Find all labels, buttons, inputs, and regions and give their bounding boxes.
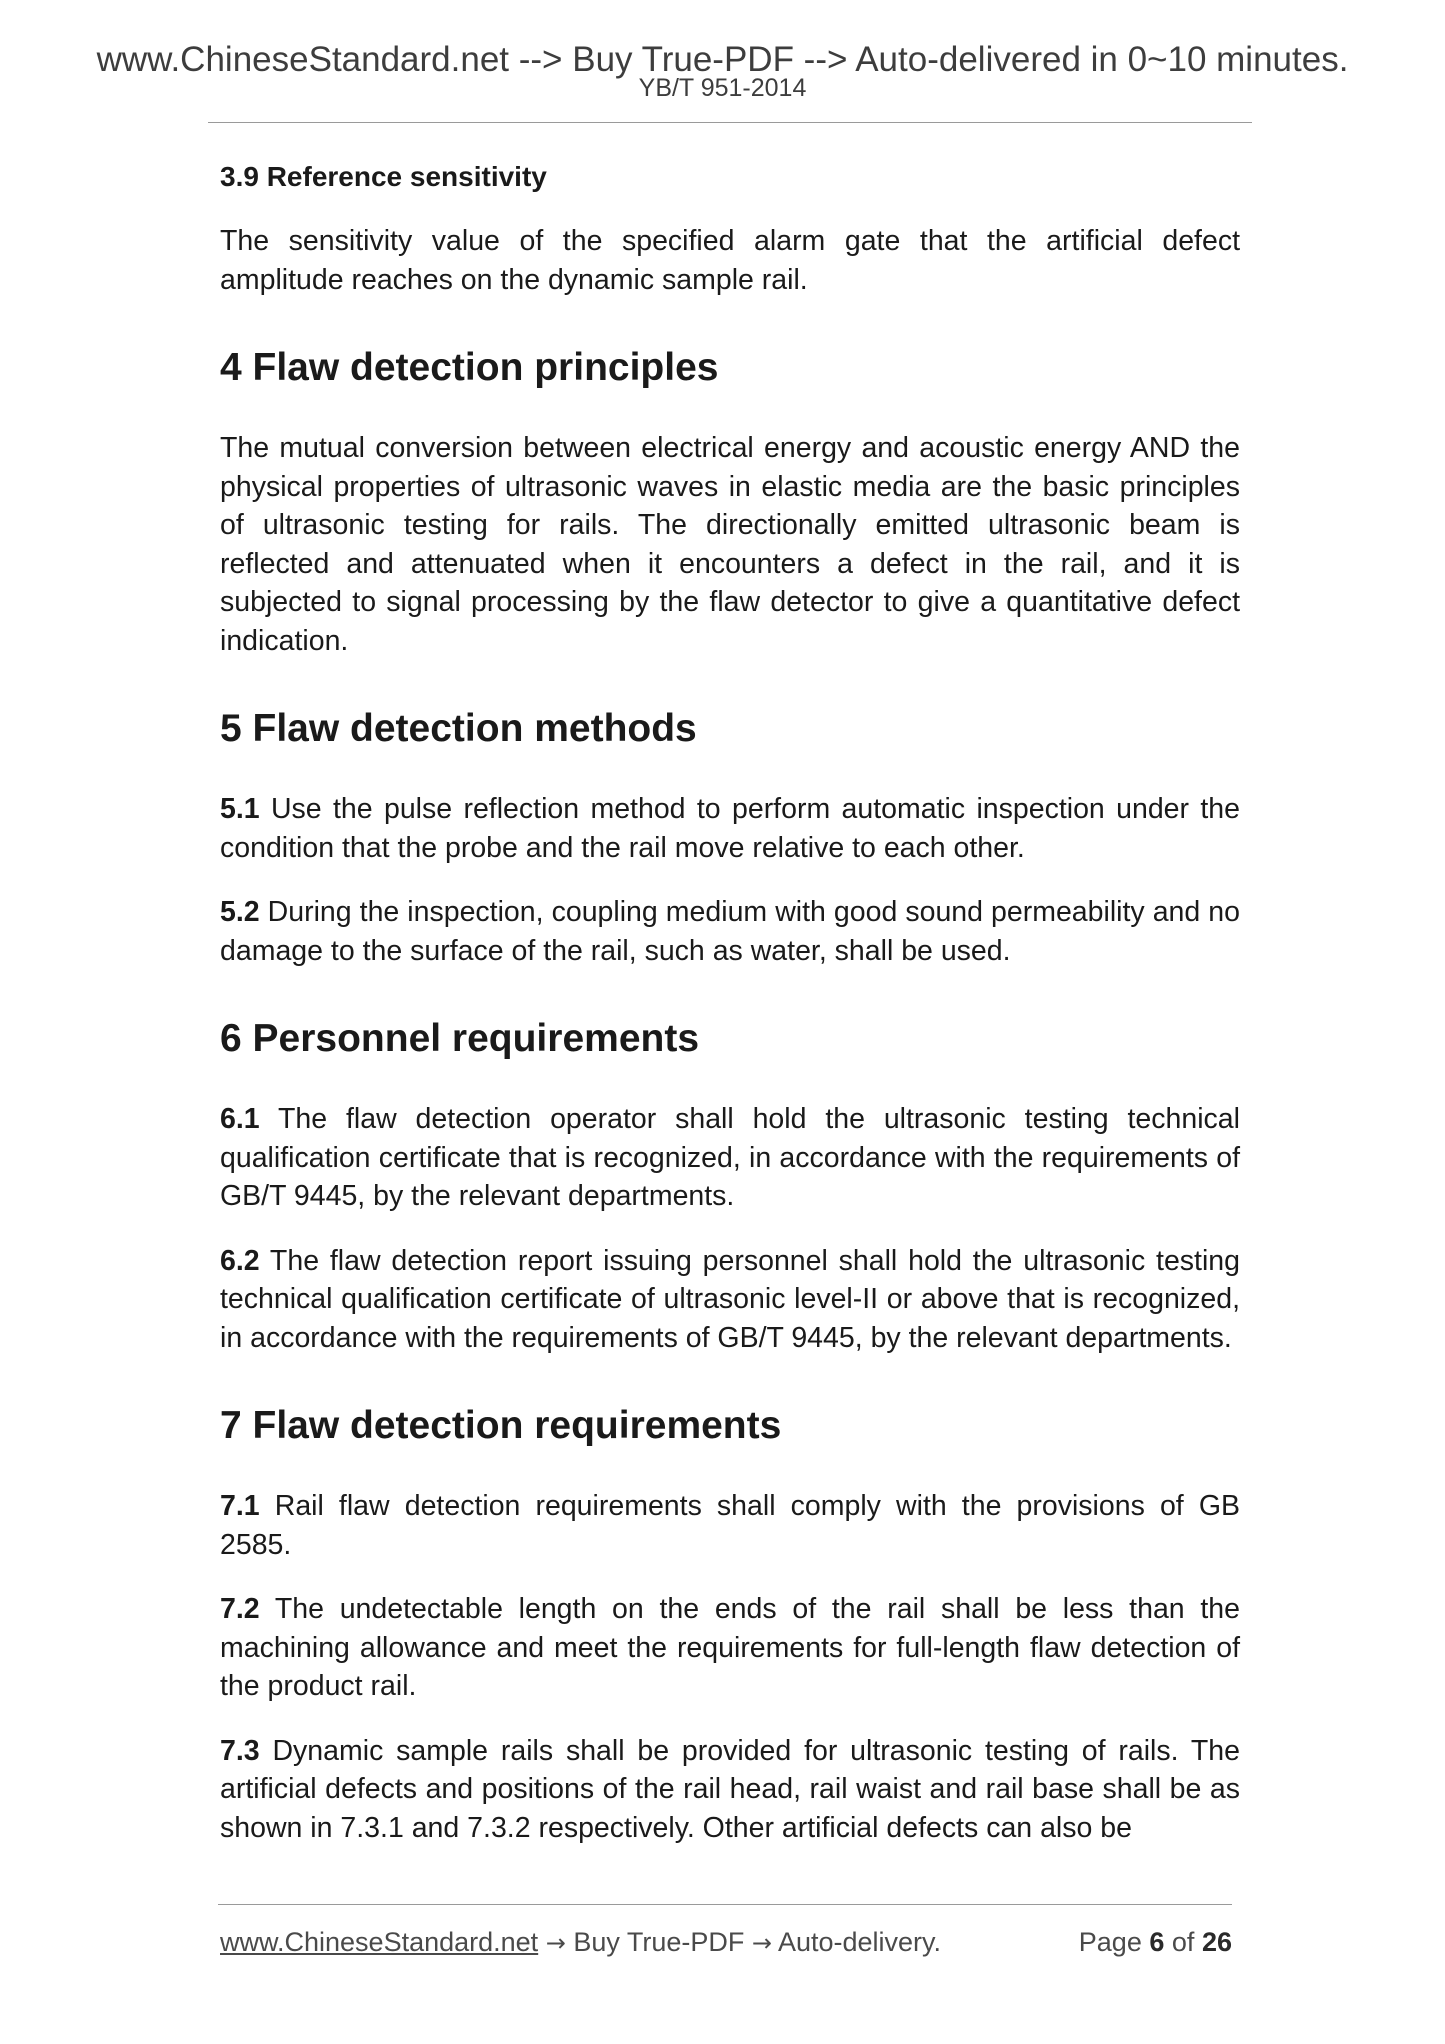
clause-5-1 [220,790,1240,867]
clause-text: The flaw detection report issuing personnel shall hold the ultrasonic testing technical qualification certificate of ultrasonic level-II or above that is recognized, in accordance with the requirements of GB/T 9445, by the relevant departments. [220,1244,1240,1354]
total-pages: 26 [1201,1927,1232,1957]
section-5-title: 5 Flaw detection methods [220,707,697,750]
page-number: 6 [1149,1927,1165,1957]
clause-number: 6.2 [220,1244,260,1277]
footer-divider [218,1904,1232,1905]
footer-delivery-text: Auto-delivery. [771,1927,942,1957]
clause-text: Use the pulse reflection method to perform automatic inspection under the condition that the probe and the rail move relative to each other. [220,793,1240,864]
arrow-right-icon: → [751,1929,772,1957]
clause-number: 5.2 [220,896,260,928]
page-footer [220,1925,1232,1960]
clause-6-1 [220,1100,1240,1216]
page-label: Page [1078,1927,1142,1957]
clause-3-9-title: 3.9 Reference sensitivity [220,161,547,192]
clause-text: During the inspection, coupling medium with good sound permeability and no damage to the surface of the rail, such as water, shall be used. [220,896,1240,967]
clause-text: Rail flaw detection requirements shall comply with the provisions of GB 2585. [220,1490,1240,1561]
footer-site-link[interactable]: www.ChineseStandard.net [220,1927,539,1957]
page-content [220,148,1240,1847]
clause-number: 5.1 [220,793,260,825]
section-4-title: 4 Flaw detection principles [220,346,719,389]
clause-number: 7.3 [220,1734,260,1767]
of-label: of [1171,1927,1195,1957]
clause-5-2 [220,893,1240,970]
clause-number: 7.2 [220,1593,260,1625]
document-code: YB/T 951-2014 [638,74,807,102]
clause-6-2 [220,1242,1240,1358]
section-7-title: 7 Flaw detection requirements [220,1404,782,1447]
page-indicator [1079,1925,1232,1959]
clause-text: Dynamic sample rails shall be provided for ultrasonic testing of rails. The artificial defects and positions of the rail head, rail waist and rail base shall be as shown in 7.3.1 and 7.3.2 respectively. Other artificial defects can also be [220,1734,1240,1844]
section-6-title: 6 Personnel requirements [220,1017,700,1060]
clause-7-2 [220,1590,1240,1706]
header-divider [208,122,1252,123]
clause-text: The undetectable length on the ends of the rail shall be less than the machining allowance and meet the requirements for full-length flaw detection of the product rail. [220,1593,1240,1702]
section-4-text: The mutual conversion between electrical energy and acoustic energy AND the physical properties of ultrasonic waves in elastic media are the basic principles of ultrasonic testing for rails. The directionally emitted ultrasonic beam is reflected and attenuated when it encounters a defect in the rail, and it is subjected to signal processing by the flaw detector to give a quantitative defect indication. [220,432,1240,657]
clause-text: The flaw detection operator shall hold the ultrasonic testing technical qualification certificate that is recognized, in accordance with the requirements of GB/T 9445, by the relevant departments. [220,1103,1240,1212]
top-banner: www.ChineseStandard.net --> Buy True-PDF --> Auto-delivered in 0~10 minutes. [96,40,1349,79]
clause-7-3 [220,1732,1240,1848]
clause-7-1 [220,1487,1240,1564]
arrow-right-icon: → [545,1929,566,1957]
clause-number: 7.1 [220,1490,260,1522]
footer-buy-text: Buy True-PDF [565,1927,752,1957]
clause-number: 6.1 [220,1103,260,1135]
clause-3-9-text: The sensitivity value of the specified alarm gate that the artificial defect amplitude reaches on the dynamic sample rail. [220,225,1240,296]
